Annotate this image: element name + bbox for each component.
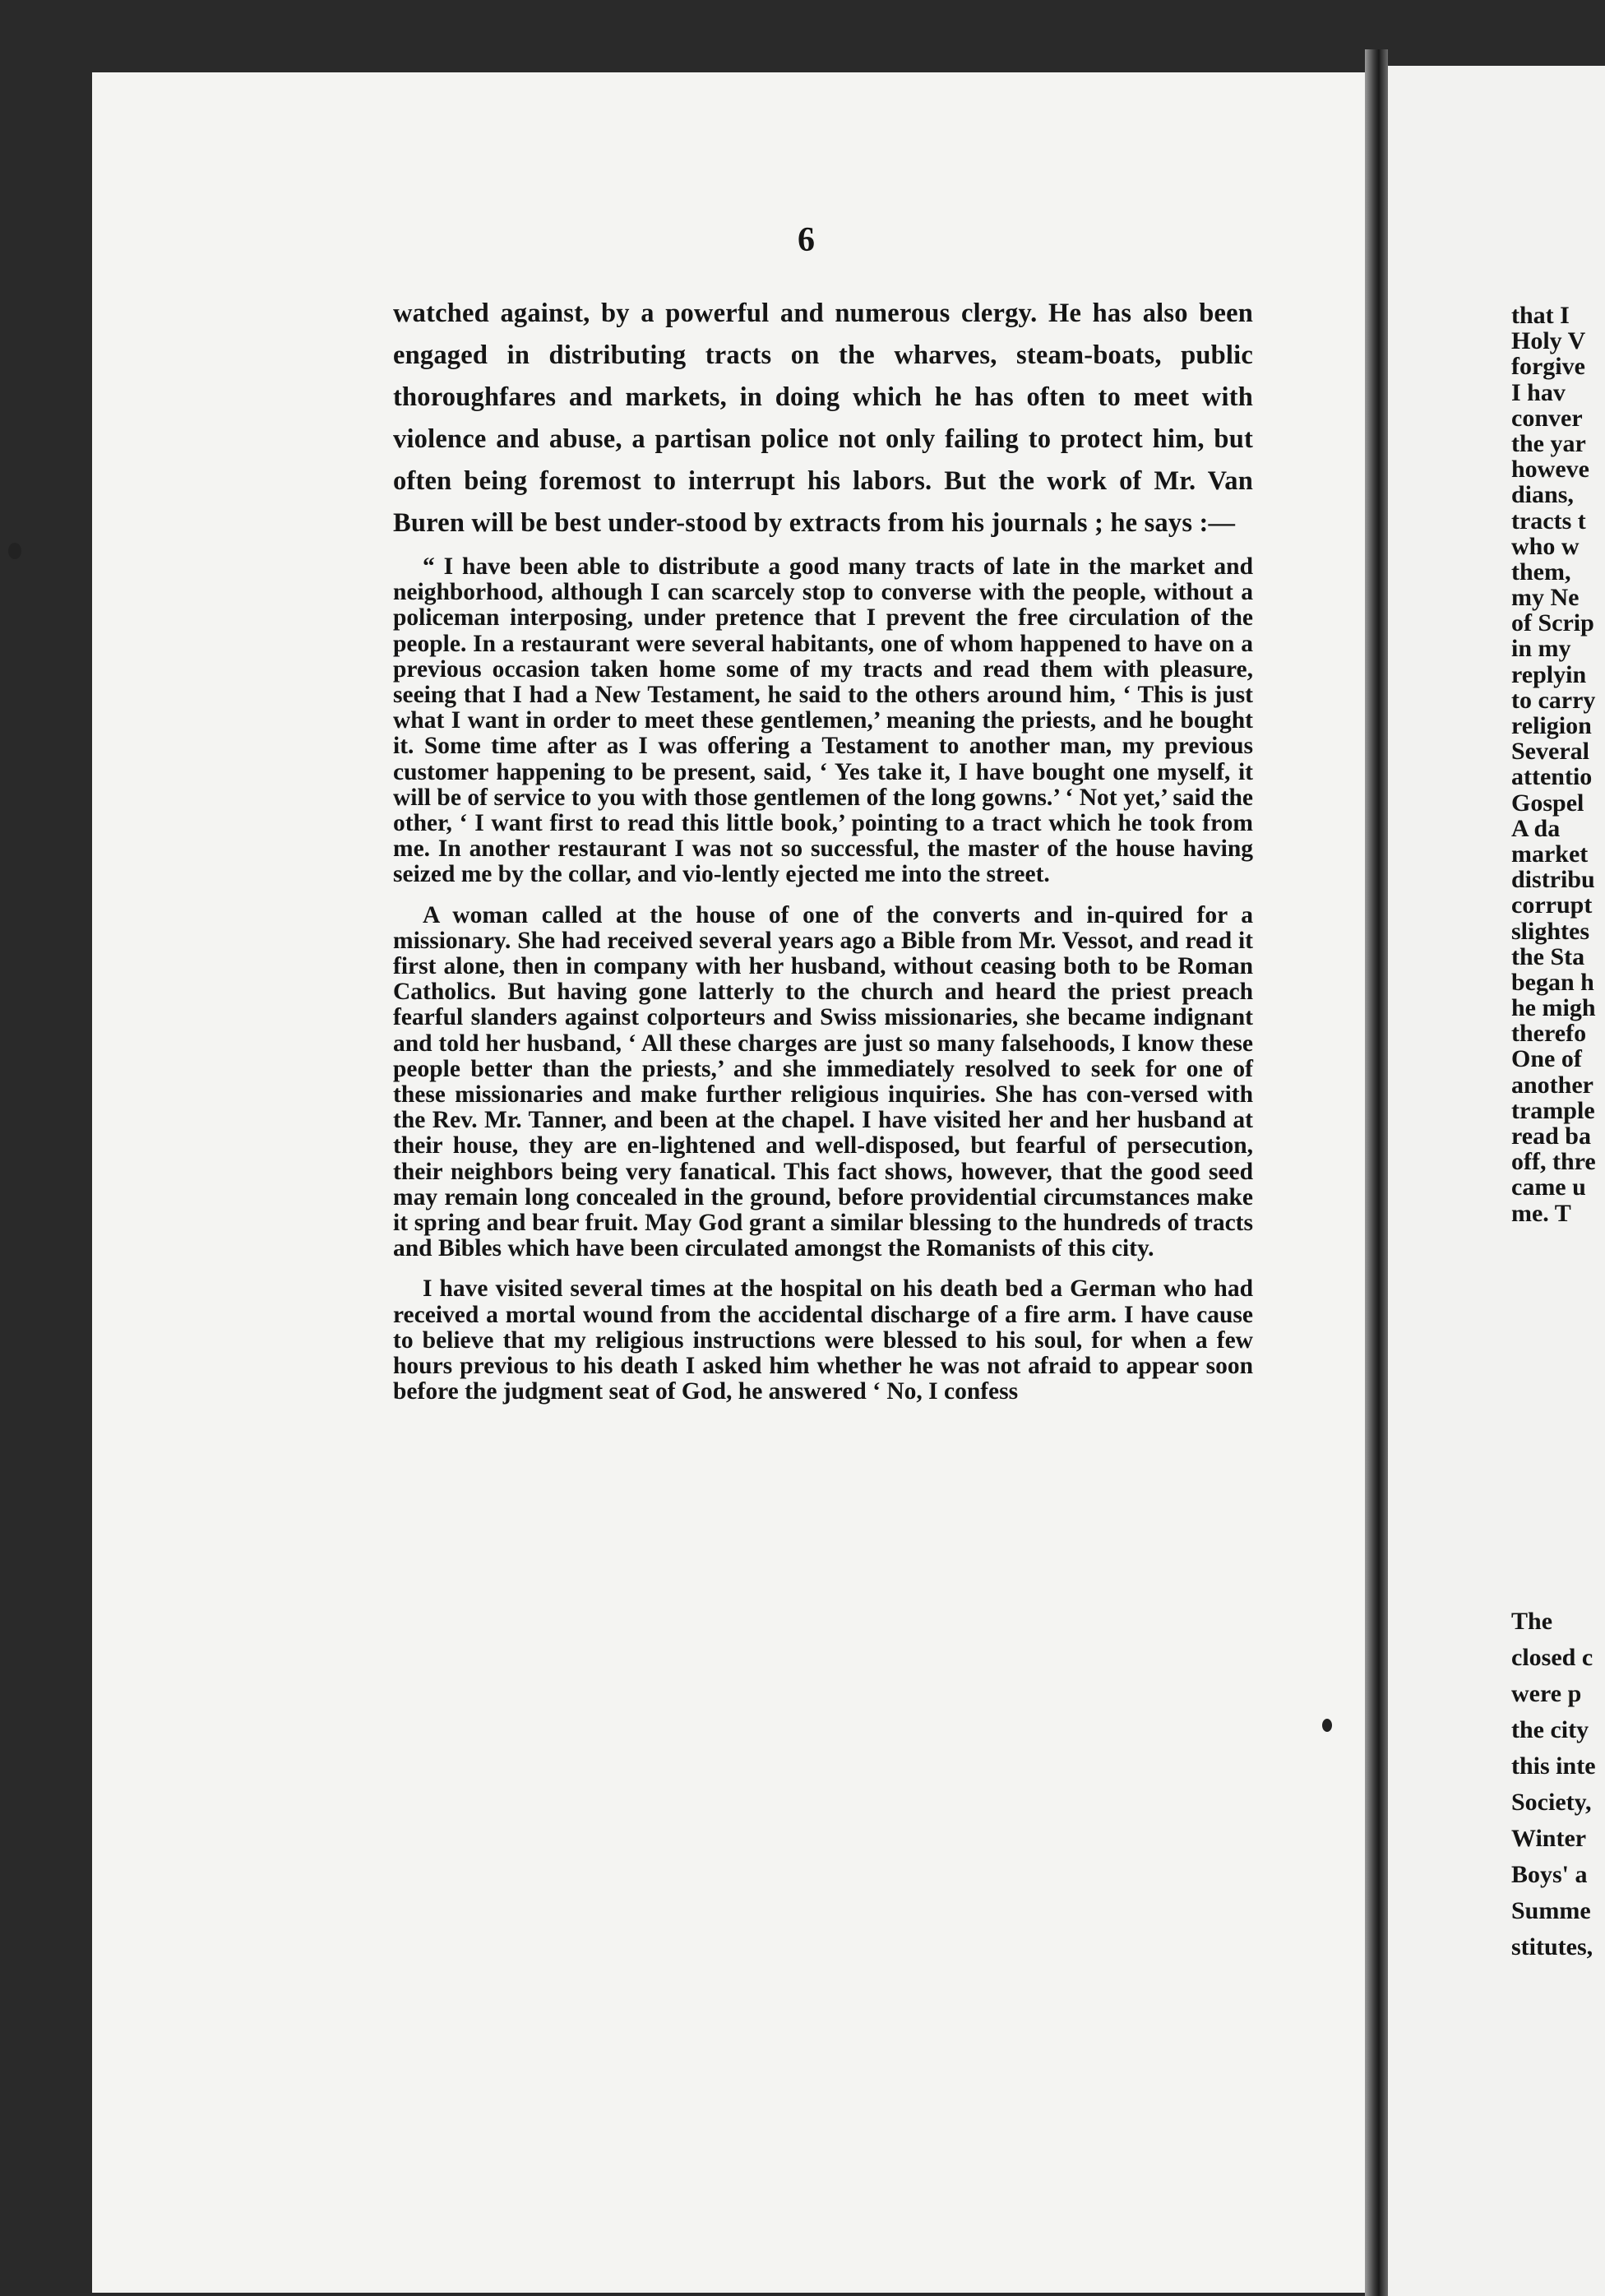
right-line: religion <box>1511 712 1592 739</box>
right-line: this inte <box>1511 1752 1596 1780</box>
right-line: The <box>1511 1608 1553 1635</box>
right-page-lower-text <box>1511 1604 1596 1965</box>
right-line: me. T <box>1511 1199 1571 1227</box>
right-line: another <box>1511 1071 1593 1099</box>
right-line: read ba <box>1511 1123 1591 1150</box>
right-line: One of <box>1511 1045 1582 1073</box>
right-line: slightes <box>1511 917 1590 945</box>
right-line: Holy V <box>1511 327 1586 355</box>
right-line: the yar <box>1511 429 1586 457</box>
right-line: were p <box>1511 1680 1582 1707</box>
right-line: Boys' a <box>1511 1861 1588 1888</box>
right-line: therefo <box>1511 1020 1587 1048</box>
right-line: corrupt <box>1511 891 1593 919</box>
right-line: Winter <box>1511 1825 1587 1852</box>
right-page-text <box>1511 303 1605 1226</box>
right-line: who w <box>1511 532 1580 560</box>
right-line: conver <box>1511 404 1583 432</box>
scan-speck <box>1322 1719 1332 1732</box>
right-line: dians, <box>1511 481 1574 509</box>
right-line: Several <box>1511 738 1589 766</box>
right-line: began h <box>1511 968 1594 996</box>
right-line: Summe <box>1511 1897 1591 1924</box>
right-line: off, thre <box>1511 1148 1596 1176</box>
page-number: 6 <box>798 221 815 259</box>
right-line: replyin <box>1511 660 1587 688</box>
paragraph-4: I have visited several times at the hospital on his death bed a German who had received a mortal wound from the accidental discharge of a fire arm. I have cause to believe that my religious instructions were blessed to his soul, for when a few hours previous to his death I asked him whether he was not afraid to appear soon before the judgment seat of God, he answered ‘ No, I confess <box>393 1275 1253 1405</box>
right-line: came u <box>1511 1173 1586 1201</box>
paragraph-3: A woman called at the house of one of the converts and in-quired for a missionary. She had received several years ago a Bible from Mr. Vessot, and read it first alone, then in company with her husband, without ceasing both to be Roman Catholics. But having gone latterly to the church and heard the priest preach fearful slanders against colporteurs and Swiss missionaries, she became indignant and told her husband, ‘ All these charges are just so many falsehoods, I know these people better than the priests,’ and she immediately resolved to seek for one of these missionaries and make further religious inquiries. She has con-versed with the Rev. Mr. Tanner, and been at the chapel. I have visited her and her husband at their house, they are en-lightened and well-disposed, but fearful of persecution, their neighbors being very fanatical. This fact shows, however, that the good seed may remain long concealed in the ground, before providential circumstances make it spring and bear fruit. May God grant a similar blessing to the hundreds of tracts and Bibles which have been circulated amongst the Romanists of this city. <box>393 901 1253 1262</box>
book-gutter <box>1365 49 1388 2296</box>
paragraph-2: “ I have been able to distribute a good many tracts of late in the market and neighborhood, although I can scarcely stop to converse with the people, without a policeman interposing, under pretence that I prevent the free circulation of the people. In a restaurant were several habitants, one of whom happened to have on a previous occasion taken home some of my tracts and read them with pleasure, seeing that I had a New Testament, he said to the others around him, ‘ This is just what I want in order to meet these gentlemen,’ meaning the priests, and he bought it. Some time after as I was offering a Testament to another man, my previous customer happening to be present, said, ‘ Yes take it, I have bought one myself, it will be of service to you with those gentlemen of the long gowns.’ ‘ Not yet,’ said the other, ‘ I want first to read this little book,’ pointing to a tract which he took from me. In another restaurant I was not so successful, the master of the house having seized me by the collar, and vio-lently ejected me into the street. <box>393 553 1253 888</box>
main-text-column <box>393 293 1253 1420</box>
right-line: I hav <box>1511 378 1566 406</box>
right-line: A da <box>1511 814 1561 842</box>
right-line: tracts t <box>1511 507 1586 535</box>
right-line: my Ne <box>1511 584 1580 612</box>
right-line: the Sta <box>1511 942 1585 970</box>
right-line: to carry <box>1511 686 1596 714</box>
right-line: howeve <box>1511 456 1589 484</box>
right-line: stitutes, <box>1511 1933 1593 1960</box>
right-line: the city <box>1511 1716 1589 1743</box>
right-line: forgive <box>1511 353 1585 381</box>
right-line: he migh <box>1511 994 1596 1022</box>
paragraph-1: watched against, by a powerful and numerous clergy. He has also been engaged in distributing tracts on the wharves, steam-boats, public thoroughfares and markets, in doing which he has often to meet with violence and abuse, a partisan police not only failing to protect him, but often being foremost to interrupt his labors. But the work of Mr. Van Buren will be best under-stood by extracts from his journals ; he says :— <box>393 299 1253 538</box>
right-line: Gospel <box>1511 789 1584 817</box>
right-line: of Scrip <box>1511 609 1594 637</box>
right-line: distribu <box>1511 866 1595 894</box>
right-line: closed c <box>1511 1644 1593 1671</box>
right-line: them, <box>1511 558 1571 586</box>
right-line: trample <box>1511 1096 1595 1124</box>
scan-speck <box>8 543 21 559</box>
right-line: in my <box>1511 635 1571 663</box>
right-line: market <box>1511 840 1589 868</box>
right-line: that I <box>1511 302 1570 329</box>
right-line: Society, <box>1511 1789 1592 1816</box>
right-line: attentio <box>1511 763 1593 791</box>
